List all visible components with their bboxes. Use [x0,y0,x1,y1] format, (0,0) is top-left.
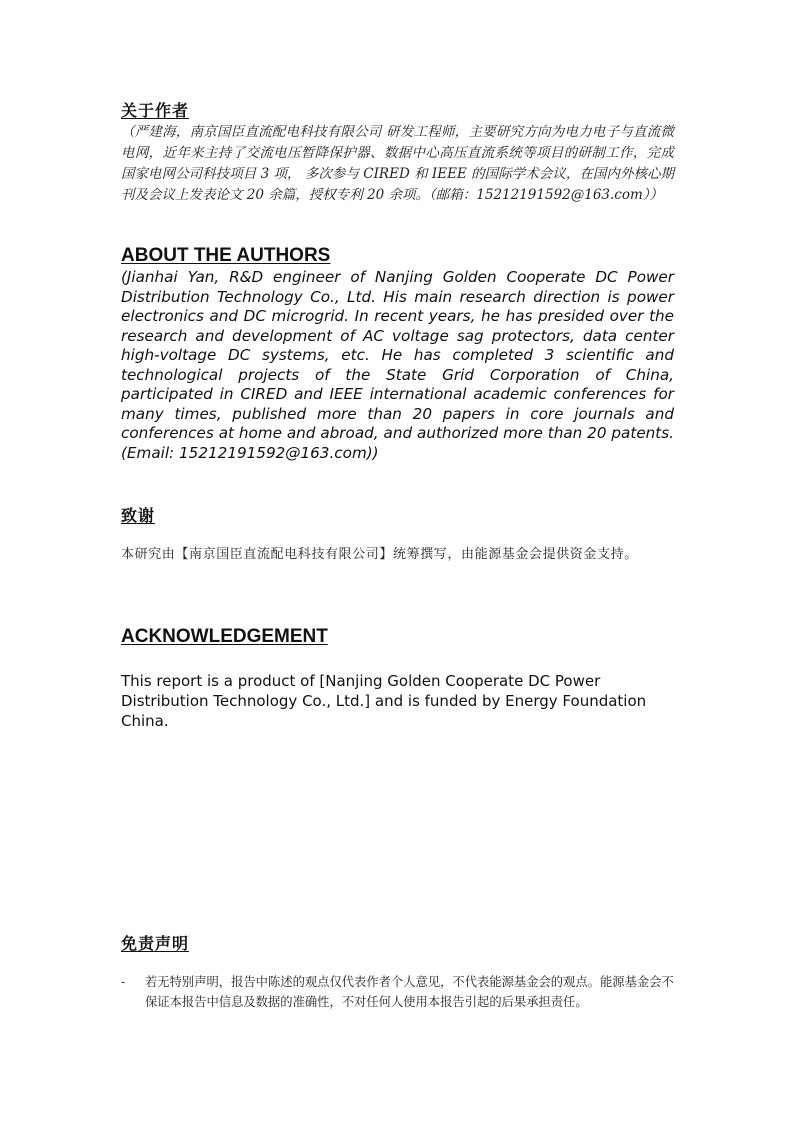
acknowledgement-heading-en: ACKNOWLEDGEMENT [121,626,328,647]
about-authors-body-en: (Jianhai Yan, R&D engineer of Nanjing Golden Cooperate DC Power Distribution Technology Co., Ltd. His main research direction is power electronics and DC microgrid. In recent years, he has presided over the research and development of AC voltage sag protectors, data center high-voltage DC systems, etc. He has completed 3 scientific and technological projects of the State Grid Corporation of China, participated in CIRED and IEEE international academic conferences for many times, published more than 20 papers in core journals and conferences at home and abroad, and authorized more than 20 patents. (Email: 15212191592@163.com)) [121,268,674,462]
about-authors-body-cn: （严建海，南京国臣直流配电科技有限公司 研发工程师，主要研究方向为电力电子与直流微电网，近年来主持了交流电压暂降保护器、数据中心高压直流系统等项目的研制工作，完成国家电网公司科技项目 3 项， 多次参与 CIRED 和 IEEE 的国际学术会议，在国内外核心期刊及会议上发表论文 20 余篇，授权专利 20 余项。（邮箱：15212191592@163.com）） [121,124,674,203]
acknowledgement-body-en: This report is a product of [Nanjing Golden Cooperate DC Power Distribution Technology Co., Ltd.] and is funded by Energy Foundation China. [121,672,647,730]
about-authors-heading-en: ABOUT THE AUTHORS [121,245,331,266]
disclaimer-item [121,972,681,1012]
disclaimer-heading-cn: 免责声明 [121,934,190,953]
about-authors-heading-cn: 关于作者 [121,101,190,120]
disclaimer-bullet: - [121,975,126,989]
disclaimer-body-cn: 若无特别声明，报告中陈述的观点仅代表作者个人意见，不代表能源基金会的观点。能源基金会不保证本报告中信息及数据的准确性，不对任何人使用本报告引起的后果承担责任。 [145,975,674,1009]
acknowledgement-body-cn: 本研究由【南京国臣直流配电科技有限公司】统筹撰写，由能源基金会提供资金支持。 [121,547,638,562]
acknowledgement-heading-cn: 致谢 [121,506,156,525]
